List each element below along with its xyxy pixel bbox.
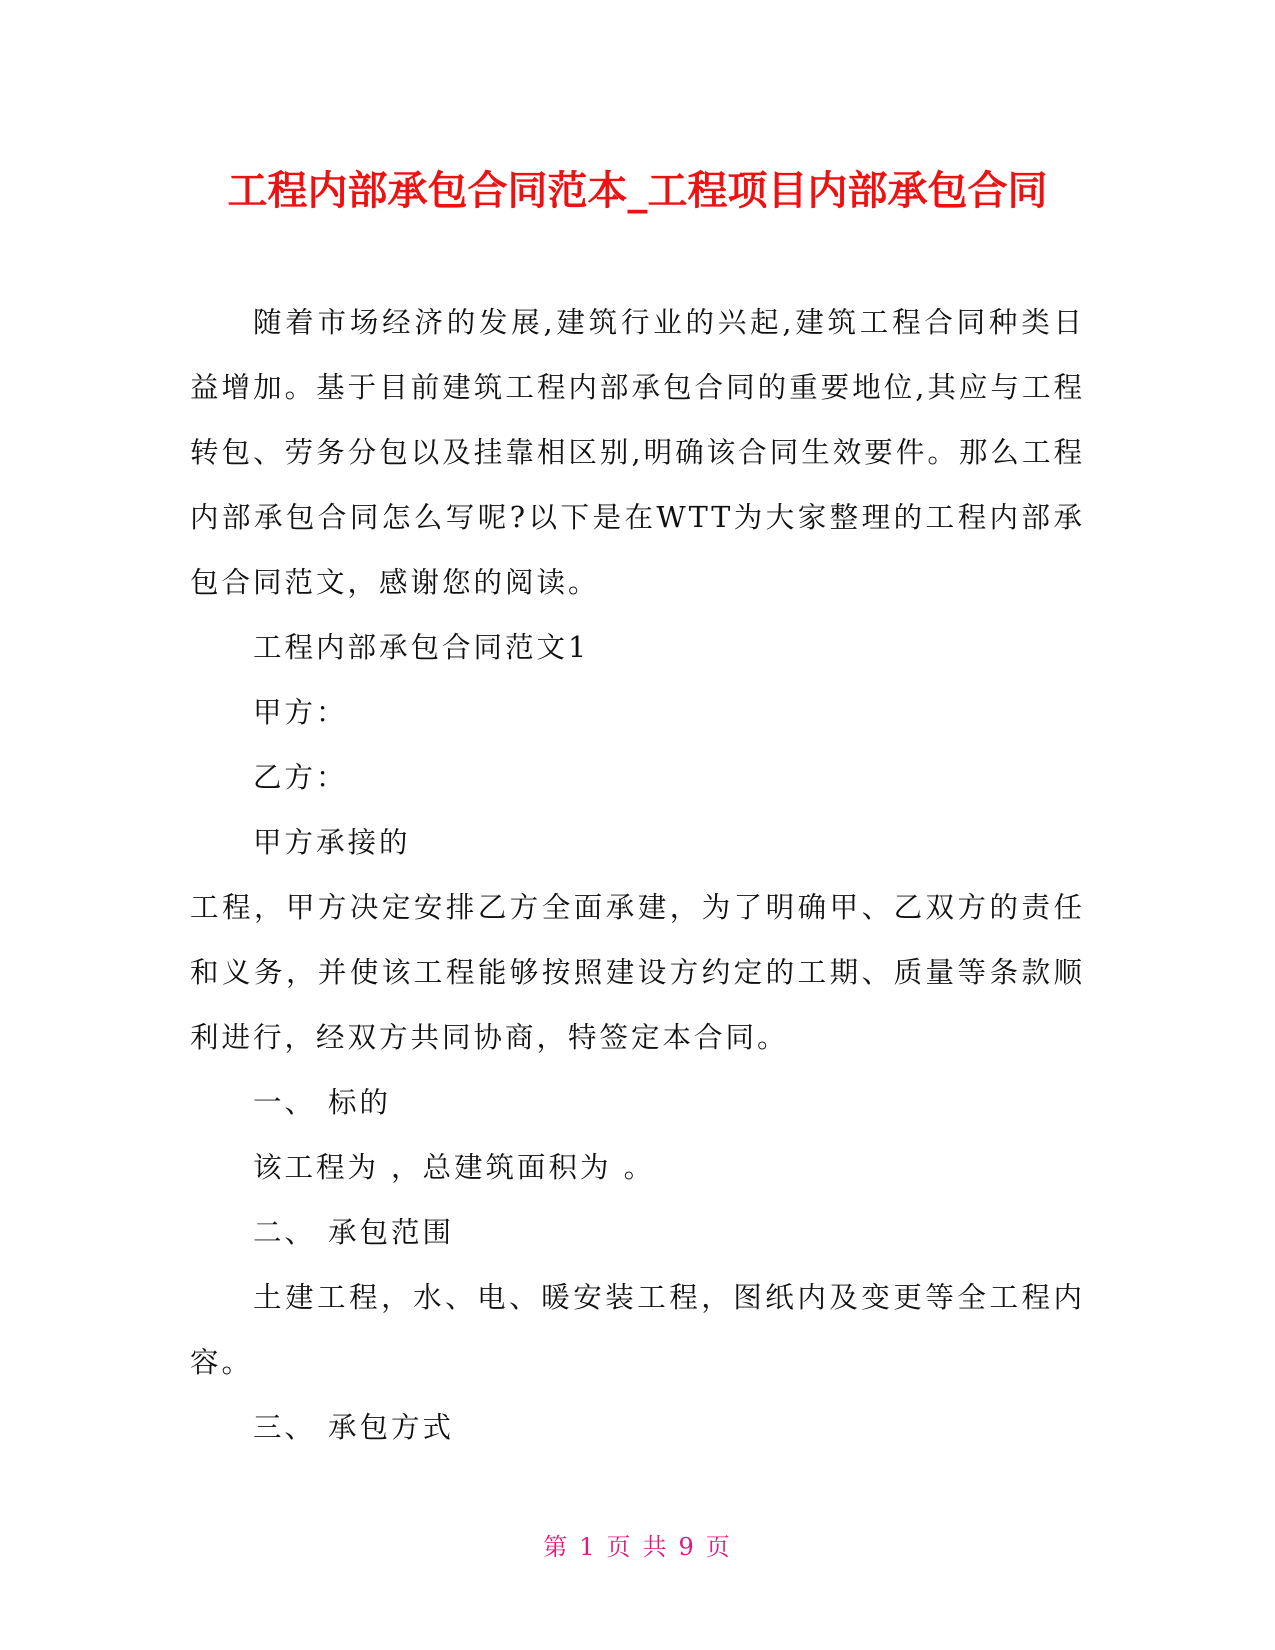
document-body bbox=[190, 290, 1085, 1460]
clause-heading-scope: 二、 承包范围 bbox=[253, 1216, 455, 1249]
clause-heading-method: 三、 承包方式 bbox=[253, 1411, 455, 1444]
clause-scope-text: 土建工程，水、电、暖安装工程，图纸内及变更等全工程内容。 bbox=[190, 1281, 1085, 1379]
party-b-line: 乙方： bbox=[253, 761, 348, 794]
footer-total-pages: 9 bbox=[678, 1533, 696, 1561]
party-a-undertakes-line: 甲方承接的 bbox=[253, 826, 411, 859]
page-footer bbox=[0, 1530, 1275, 1564]
intro-paragraph: 随着市场经济的发展,建筑行业的兴起,建筑工程合同种类日益增加。基于目前建筑工程内部承包合同的重要地位,其应与工程转包、劳务分包以及挂靠相区别,明确该合同生效要件。那么工程内部承包合同怎么写呢?以下是在WTT为大家整理的工程内部承包合同范文，感谢您的阅读。 bbox=[190, 306, 1085, 599]
footer-current-page: 1 bbox=[579, 1533, 597, 1561]
clause-subject-text: 该工程为 ，总建筑面积为 。 bbox=[253, 1151, 656, 1184]
agreement-purpose-paragraph: 工程，甲方决定安排乙方全面承建，为了明确甲、乙双方的责任和义务，并使该工程能够按照建设方约定的工期、质量等条款顺利进行，经双方共同协商，特签定本合同。 bbox=[190, 891, 1085, 1054]
footer-page-unit: 页 bbox=[606, 1533, 633, 1561]
footer-page-label: 第 bbox=[543, 1533, 570, 1561]
section-heading-sample-1: 工程内部承包合同范文1 bbox=[253, 631, 590, 664]
footer-total-unit: 页 bbox=[705, 1533, 732, 1561]
document-title: 工程内部承包合同范本_工程项目内部承包合同 bbox=[227, 168, 1048, 214]
footer-total-label: 共 bbox=[642, 1533, 669, 1561]
clause-heading-subject: 一、 标的 bbox=[253, 1086, 392, 1119]
party-a-line: 甲方： bbox=[253, 696, 348, 729]
